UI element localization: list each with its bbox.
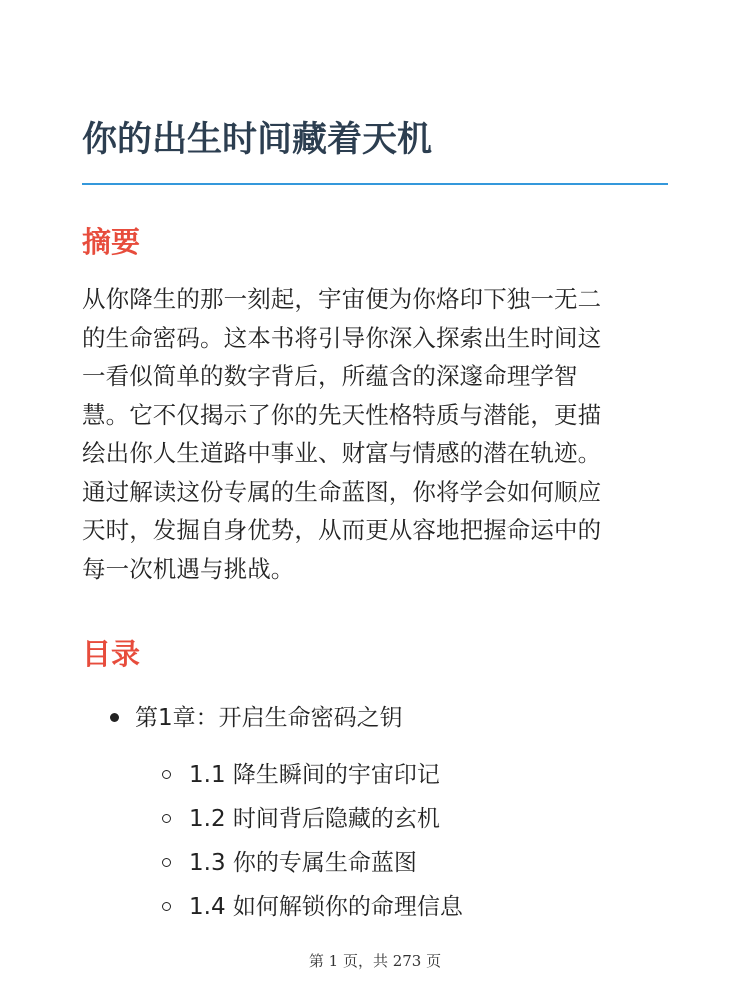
abstract-line: 从你降生的那一刻起，宇宙便为你烙印下独一无二 xyxy=(82,285,602,313)
abstract-heading: 摘要 xyxy=(82,225,141,259)
toc-section-label: 1.3 你的专属生命蓝图 xyxy=(189,850,417,876)
toc-heading: 目录 xyxy=(82,637,141,671)
abstract-line: 天时，发掘自身优势，从而更从容地把握命运中的 xyxy=(82,516,602,544)
abstract-line: 慧。它不仅揭示了你的先天性格特质与潜能，更描 xyxy=(82,400,602,429)
abstract-line: 一看似简单的数字背后，所蕴含的深邃命理学智 xyxy=(82,362,578,390)
page-number-footer: 第 1 页，共 273 页 xyxy=(308,952,442,970)
document-page xyxy=(82,0,668,1000)
toc-section-label: 1.2 时间背后隐藏的玄机 xyxy=(189,806,440,832)
bullet-disc-icon xyxy=(110,713,119,722)
abstract-line: 通过解读这份专属的生命蓝图，你将学会如何顺应 xyxy=(82,477,602,506)
toc-chapter-label: 第1章：开启生命密码之钥 xyxy=(135,705,403,731)
table-of-contents xyxy=(82,0,668,1000)
toc-section-label: 1.4 如何解锁你的命理信息 xyxy=(189,894,463,920)
abstract-line: 每一次机遇与挑战。 xyxy=(82,554,295,583)
abstract-line: 绘出你人生道路中事业、财富与情感的潜在轨迹。 xyxy=(82,439,602,467)
document-title: 你的出生时间藏着天机 xyxy=(82,120,433,160)
bullet-circle-icon xyxy=(162,858,171,867)
bullet-circle-icon xyxy=(162,902,171,911)
abstract-line: 的生命密码。这本书将引导你深入探索出生时间这 xyxy=(82,323,602,352)
bullet-circle-icon xyxy=(162,814,171,823)
toc-section-label: 1.1 降生瞬间的宇宙印记 xyxy=(189,762,440,788)
bullet-circle-icon xyxy=(162,770,171,779)
